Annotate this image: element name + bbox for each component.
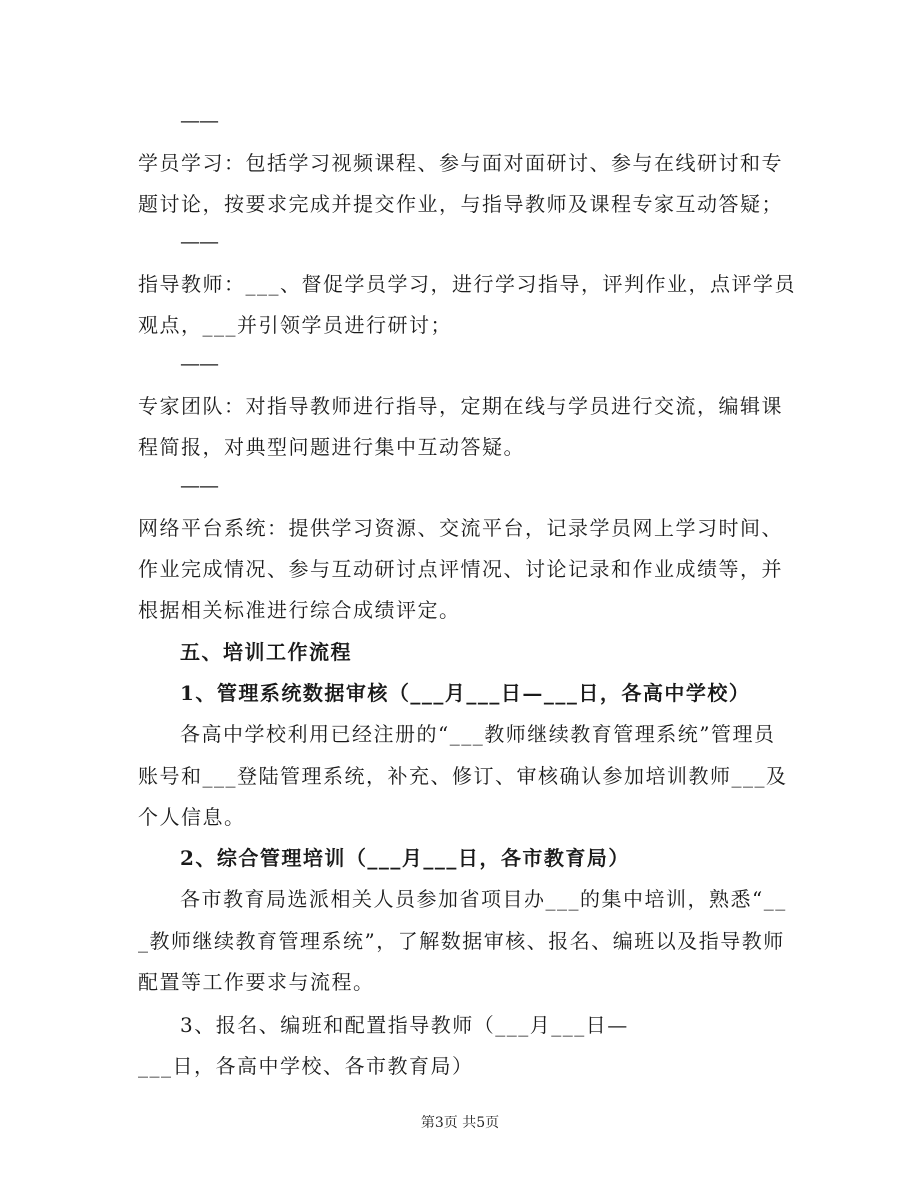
step1-line-1: 各高中学校利用已经注册的“___教师继续教育管理系统”管理员 bbox=[180, 722, 776, 746]
step1-line-2: 账号和___登陆管理系统，补充、修订、审核确认参加培训教师___及 bbox=[138, 764, 788, 788]
platform-line-1: 网络平台系统：提供学习资源、交流平台，记录学员网上学习时间、 bbox=[138, 516, 783, 540]
platform-line-3: 根据相关标准进行综合成绩评定。 bbox=[138, 598, 461, 622]
step3-title-line-2: ___日，各高中学校、各市教育局） bbox=[138, 1054, 474, 1078]
dash-separator: —— bbox=[180, 473, 218, 497]
tutor-line-2: 观点，___并引领学员进行研讨； bbox=[138, 313, 452, 337]
step2-line-2: _教师继续教育管理系统”，了解数据审核、报名、编班以及指导教师 bbox=[138, 929, 785, 953]
section-heading: 五、培训工作流程 bbox=[180, 640, 352, 664]
learner-line-2: 题讨论，按要求完成并提交作业，与指导教师及课程专家互动答疑； bbox=[138, 192, 783, 216]
dash-separator: —— bbox=[180, 229, 218, 253]
learner-line-1: 学员学习：包括学习视频课程、参与面对面研讨、参与在线研讨和专 bbox=[138, 151, 783, 175]
step1-line-3: 个人信息。 bbox=[138, 805, 246, 829]
dash-separator: —— bbox=[180, 108, 218, 132]
expert-line-1: 专家团队：对指导教师进行指导，定期在线与学员进行交流，编辑课 bbox=[138, 394, 783, 418]
dash-separator: —— bbox=[180, 351, 218, 375]
tutor-line-1: 指导教师：___、督促学员学习，进行学习指导，评判作业，点评学员 bbox=[138, 272, 796, 296]
step1-title: 1、管理系统数据审核（___月___日—___日，各高中学校） bbox=[180, 681, 751, 705]
expert-line-2: 程简报，对典型问题进行集中互动答疑。 bbox=[138, 435, 525, 459]
step2-line-3: 配置等工作要求与流程。 bbox=[138, 970, 375, 994]
step2-title: 2、综合管理培训（___月___日，各市教育局） bbox=[180, 846, 630, 870]
page-footer: 第3页 共5页 bbox=[420, 1115, 500, 1131]
step2-line-1: 各市教育局选派相关人员参加省项目办___的集中培训，熟悉“__ bbox=[180, 887, 787, 911]
step3-title-line-1: 3、报名、编班和配置指导教师（___月___日— bbox=[180, 1013, 629, 1037]
platform-line-2: 作业完成情况、参与互动研讨点评情况、讨论记录和作业成绩等，并 bbox=[138, 557, 783, 581]
